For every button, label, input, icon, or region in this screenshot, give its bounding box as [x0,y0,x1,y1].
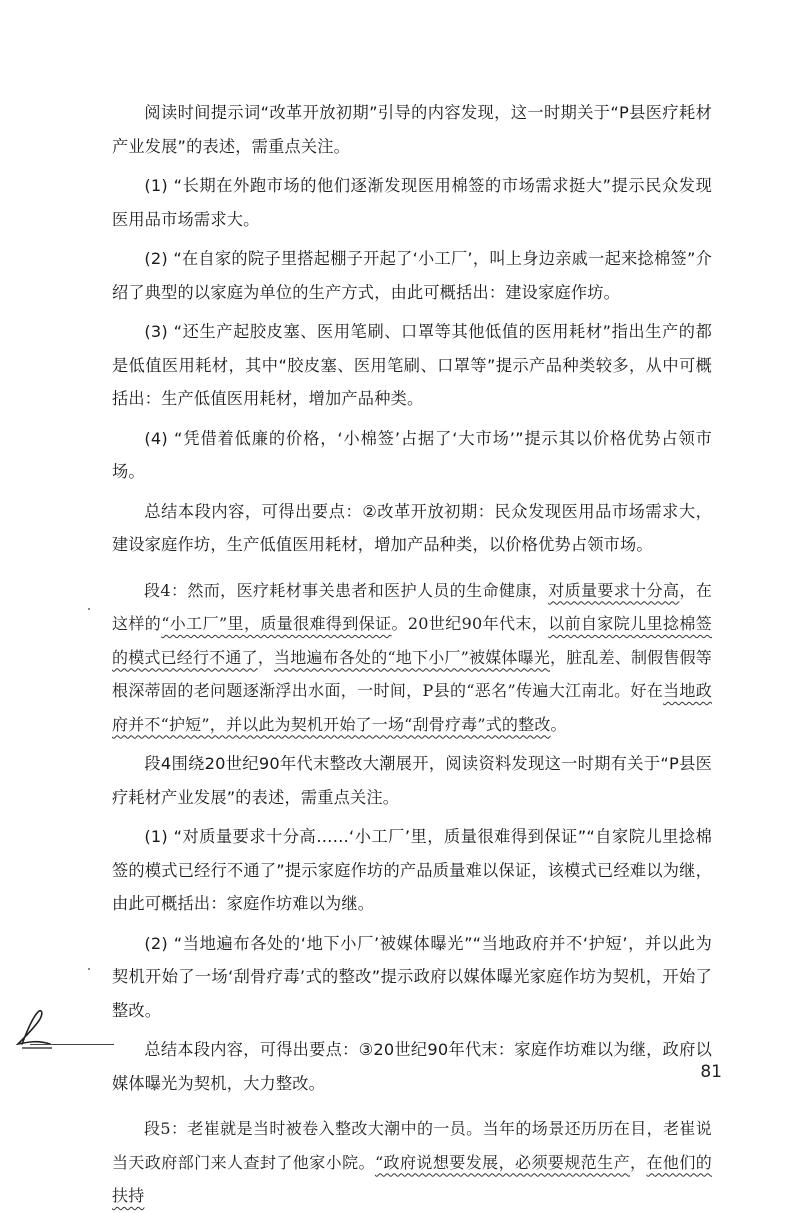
source-text: ，在这样的 [112,580,712,633]
text-body [112,96,712,1213]
source-text: 。 [550,714,567,734]
underlined-phrase: “政府说想要发展，必须要规范生产 [374,1152,631,1172]
handwritten-mark-icon [8,1004,118,1054]
analysis-point-4-1: (1) “对质量要求十分高……‘小工厂’里，质量很难得到保证”“自家院儿里捻棉签的模式已经行不通了”提示家庭作坊的产品质量难以保证，该模式已经难以为继，由此可概括出：家庭作坊难以为继。 [112,827,712,913]
source-text: ， [257,647,275,667]
source-paragraph-4 [112,574,712,742]
summary-paragraph-3: 总结本段内容，可得出要点：③20世纪90年代末：家庭作坊难以为继，政府以媒体曝光为契机，大力整改。 [112,1040,712,1093]
summary-paragraph-2: 总结本段内容，可得出要点：②改革开放初期：民众发现医用品市场需求大，建设家庭作坊，生产低值医用耗材，增加产品种类，以价格优势占领市场。 [112,501,712,554]
source-text: 段4：然而，医疗耗材事关患者和医护人员的生命健康， [144,580,549,600]
analysis-point-4: (4) “凭借着低廉的价格，‘小棉签’占据了‘大市场’”提示其以价格优势占领市场。 [112,428,712,481]
source-text: ， [630,1152,647,1172]
margin-rule-line [30,1044,114,1045]
analysis-point-3: (3) “还生产起胶皮塞、医用笔刷、口罩等其他低值的医用耗材”指出生产的都是低值医用耗材，其中“胶皮塞、医用笔刷、口罩等”提示产品种类较多，从中可概括出：生产低值医用耗材，增加产品种类。 [112,322,712,408]
margin-dot [88,608,90,610]
margin-dot [88,968,90,970]
underlined-phrase: 在他们的扶持 [112,1152,712,1205]
source-text: 。20世纪90年代末， [391,614,549,633]
underlined-phrase: 对质量要求十分高 [548,580,680,600]
analysis-intro-paragraph: 阅读时间提示词“改革开放初期”引导的内容发现，这一时期关于“P县医疗耗材产业发展”的表述，需重点关注。 [112,103,712,156]
underlined-phrase: 当地遍布各处的“地下小厂”被媒体曝光 [274,647,550,667]
analysis-point-4-2: (2) “当地遍布各处的‘地下小厂’被媒体曝光”“当地政府并不‘护短’，并以此为契机开始了一场‘刮骨疗毒’式的整改”提示政府以媒体曝光家庭作坊为契机，开始了整改。 [112,933,712,1020]
source-paragraph-5 [112,1112,712,1213]
source-text: ，脏乱差、制假售假等根深蒂固的老问题逐渐浮出水面，一时间，P县的“恶名”传遍大江南北。好在 [112,647,712,700]
underlined-phrase: 以前自家院儿里捻棉签的模式已经行不通了 [112,614,712,667]
analysis-intro-paragraph-4: 段4围绕20世纪90年代末整改大潮展开，阅读资料发现这一时期有关于“P县医疗耗材产业发展”的表述，需重点关注。 [112,754,712,807]
underlined-phrase: “小工厂”里，质量很难得到保证 [161,614,392,633]
analysis-point-1: (1) “长期在外跑市场的他们逐渐发现医用棉签的市场需求挺大”提示民众发现医用品市场需求大。 [112,176,712,229]
underlined-phrase: 当地政府并不“护短”，并以此为契机开始了一场“刮骨疗毒”式的整改 [112,681,712,734]
source-text: 段5：老崔就是当时被卷入整改大潮中的一员。当年的场景还历历在目，老崔说当天政府部门来人查封了他家小院。 [112,1119,712,1172]
analysis-point-2: (2) “在自家的院子里搭起棚子开起了‘小工厂’，叫上身边亲戚一起来捻棉签”介绍了典型的以家庭为单位的生产方式，由此可概括出：建设家庭作坊。 [112,249,712,302]
page-number: 81 [700,1062,722,1082]
